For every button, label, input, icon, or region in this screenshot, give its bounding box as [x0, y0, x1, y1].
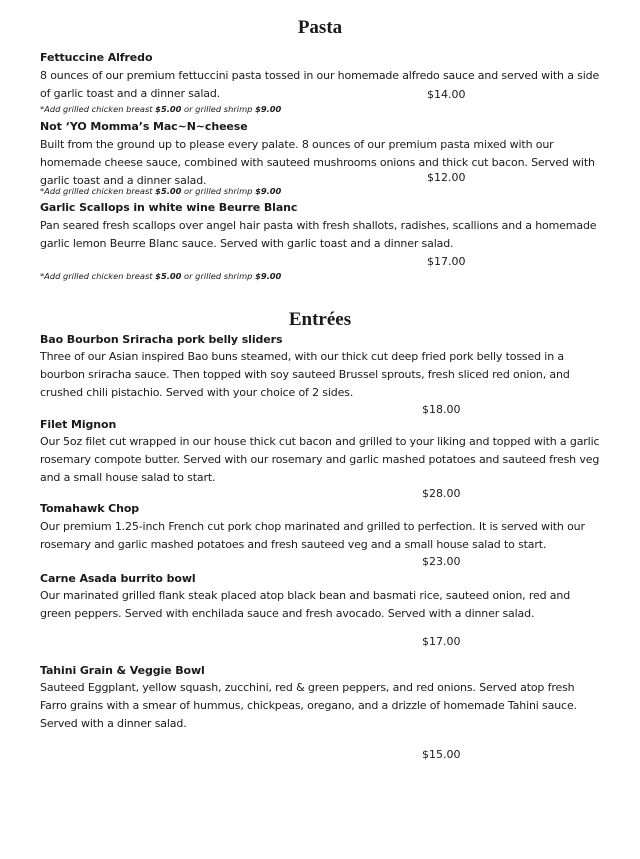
section-title-entrees: Entrées: [288, 309, 352, 330]
item-description-tomahawk-chop: Our premium 1.25-inch French cut pork chop marinated and grilled to perfection. It is served with our rosemary and garlic mashed potatoes and fresh sauteed veg and a small house salad to start.: [40, 520, 585, 552]
item-description-carne-asada-bowl: Our marinated grilled flank steak placed atop black bean and basmati rice, sauteed onion, red and green peppers. Served with enchilada sauce and fresh avocado. Served with a dinner salad.: [40, 589, 571, 621]
item-name-tomahawk-chop: Tomahawk Chop: [40, 502, 140, 515]
item-description-filet-mignon: Our 5oz filet cut wrapped in our house thick cut bacon and grilled to your liking and topped with a garlic rosemary compote butter. Served with our rosemary and garlic mashed potatoes and sauteed fresh veg and a small house salad to start.: [40, 435, 600, 485]
item-name-filet-mignon: Filet Mignon: [40, 418, 117, 431]
addon-note: *Add grilled chicken breast $5.00 or grilled shrimp $9.00: [40, 271, 282, 281]
item-price-tahini-grain-bowl: $15.00: [422, 748, 461, 761]
item-name-garlic-scallops: Garlic Scallops in white wine Beurre Blanc: [40, 201, 298, 214]
item-name-carne-asada-bowl: Carne Asada burrito bowl: [40, 572, 196, 585]
item-description-bao-sliders: Three of our Asian inspired Bao buns steamed, with our thick cut deep fried pork belly tossed in a bourbon sriracha sauce. Then topped with soy sauteed Brussel sprouts, fresh sliced red onion, and crushed chili pistachio. Served with your choice of 2 sides.: [40, 350, 570, 400]
item-name-mac-n-cheese: Not ‘YO Momma’s Mac~N~cheese: [40, 120, 248, 133]
item-price-mac-n-cheese: $12.00: [427, 171, 466, 184]
item-price-filet-mignon: $28.00: [422, 487, 461, 500]
item-price-tomahawk-chop: $23.00: [422, 555, 461, 568]
section-title-pasta: Pasta: [297, 17, 343, 38]
item-description-fettuccine-alfredo: 8 ounces of our premium fettuccini pasta tossed in our homemade alfredo sauce and served with a side of garlic toast and a dinner salad.: [40, 69, 600, 101]
item-price-bao-sliders: $18.00: [422, 403, 461, 416]
item-description-garlic-scallops: Pan seared fresh scallops over angel hair pasta with fresh shallots, radishes, scallions and a homemade garlic lemon Beurre Blanc sauce. Served with garlic toast and a dinner salad.: [40, 219, 597, 251]
item-name-fettuccine-alfredo: Fettuccine Alfredo: [40, 51, 153, 64]
item-description-mac-n-cheese: Built from the ground up to please every palate. 8 ounces of our premium pasta mixed with our homemade cheese sauce, combined with sauteed mushrooms onions and thick cut bacon. Served with garlic toast and a dinner salad.: [40, 138, 595, 188]
item-price-carne-asada-bowl: $17.00: [422, 635, 461, 648]
item-name-tahini-grain-bowl: Tahini Grain & Veggie Bowl: [40, 664, 205, 677]
addon-note: *Add grilled chicken breast $5.00 or grilled shrimp $9.00: [40, 104, 282, 114]
addon-note: *Add grilled chicken breast $5.00 or grilled shrimp $9.00: [40, 186, 282, 196]
item-description-tahini-grain-bowl: Sauteed Eggplant, yellow squash, zucchini, red & green peppers, and red onions. Served atop fresh Farro grains with a smear of hummus, chickpeas, oregano, and a drizzle of homemade Tahini sauce. Served with a dinner salad.: [40, 681, 577, 731]
item-price-garlic-scallops: $17.00: [427, 255, 466, 268]
item-price-fettuccine-alfredo: $14.00: [427, 88, 466, 101]
item-name-bao-sliders: Bao Bourbon Sriracha pork belly sliders: [40, 333, 283, 346]
